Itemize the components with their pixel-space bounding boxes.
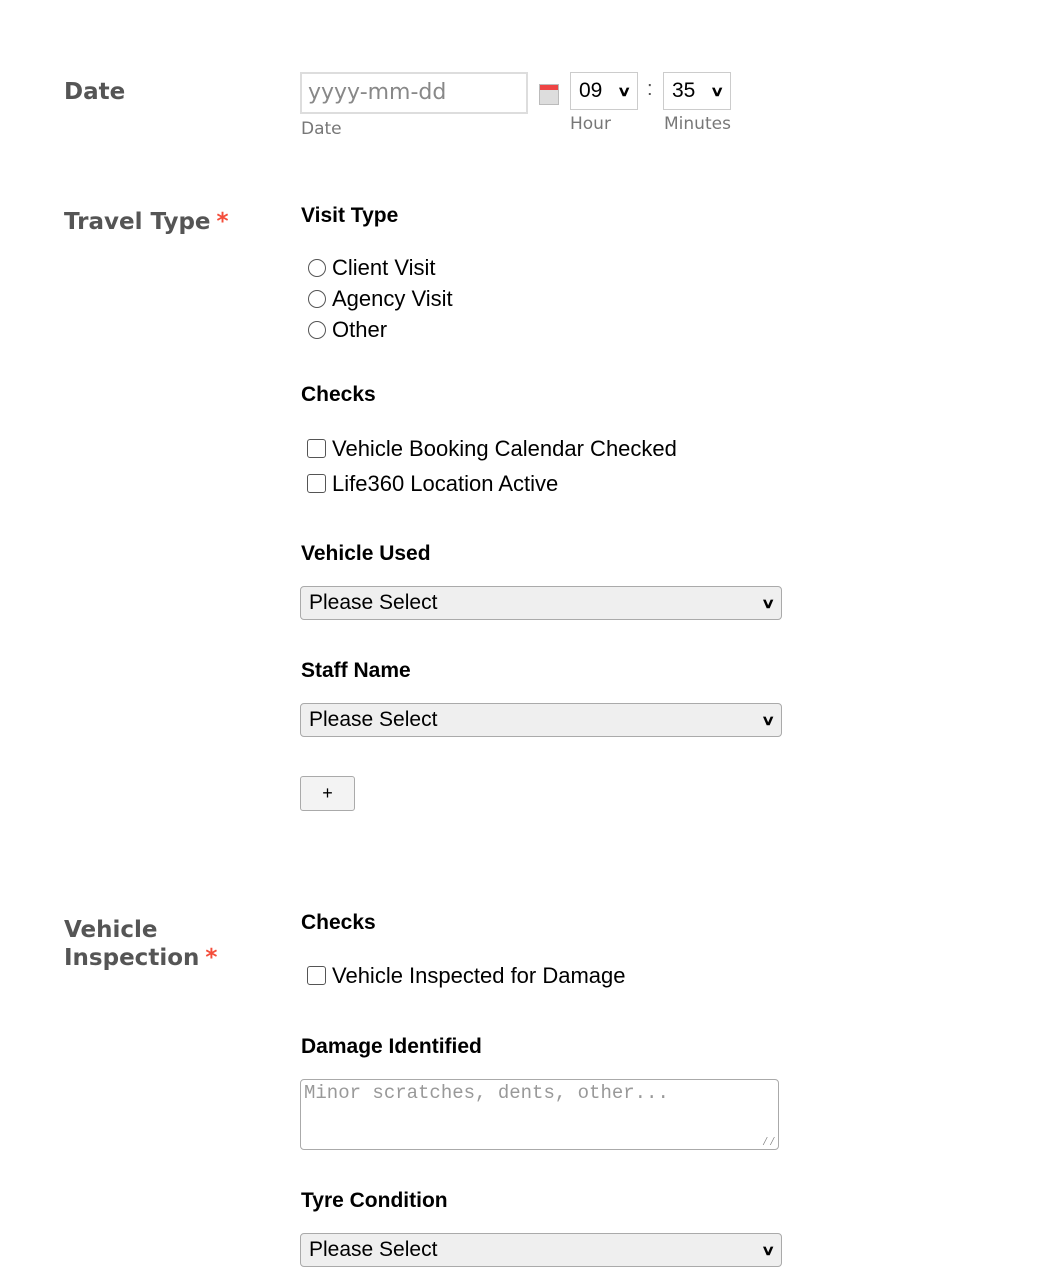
damage-textarea[interactable] (300, 1079, 779, 1150)
minute-select[interactable] (663, 72, 731, 110)
select-value: Please Select (309, 708, 438, 731)
damage-heading: Damage Identified (301, 1035, 482, 1058)
select-value: Please Select (309, 1238, 438, 1261)
label-line: Vehicle (64, 917, 158, 943)
minute-value: 35 (672, 79, 696, 102)
option-label: Agency Visit (332, 285, 453, 311)
required-marker: * (205, 945, 218, 971)
chevron-down-icon: ∨ (616, 82, 632, 99)
checkbox-icon[interactable] (307, 474, 326, 493)
staff-name-heading: Staff Name (301, 659, 411, 682)
option-label: Life360 Location Active (332, 470, 559, 496)
radio-agency-visit[interactable] (308, 283, 453, 314)
option-label: Vehicle Booking Calendar Checked (332, 435, 677, 461)
hour-label: Hour (570, 114, 611, 134)
travel-type-text: Travel Type (64, 209, 211, 235)
radio-icon[interactable] (308, 259, 326, 277)
textarea-placeholder: Minor scratches, dents, other... (304, 1082, 669, 1104)
checkbox-inspected-damage[interactable] (307, 958, 626, 993)
date-placeholder: yyyy-mm-dd (308, 80, 447, 105)
vehicle-used-heading: Vehicle Used (301, 542, 431, 565)
checkbox-life360[interactable] (307, 466, 677, 501)
staff-name-select[interactable] (300, 703, 782, 737)
tyre-condition-heading: Tyre Condition (301, 1189, 448, 1212)
chevron-down-icon: ∨ (760, 711, 776, 728)
minutes-label: Minutes (664, 114, 731, 134)
hour-select[interactable] (570, 72, 638, 110)
chevron-down-icon: ∨ (760, 594, 776, 611)
option-label: Client Visit (332, 254, 436, 280)
option-label: Vehicle Inspected for Damage (332, 962, 626, 988)
travel-type-label (64, 208, 229, 236)
hour-value: 09 (579, 79, 603, 102)
chevron-down-icon: ∨ (709, 82, 725, 99)
date-input[interactable] (300, 72, 528, 114)
radio-icon[interactable] (308, 321, 326, 339)
required-marker: * (216, 209, 229, 235)
radio-icon[interactable] (308, 290, 326, 308)
vehicle-inspection-label (64, 916, 217, 972)
checkbox-icon[interactable] (307, 439, 326, 458)
visit-type-heading: Visit Type (301, 204, 399, 227)
tyre-condition-select[interactable] (300, 1233, 782, 1267)
radio-client-visit[interactable] (308, 252, 453, 283)
resize-handle-icon[interactable]: ⁄⁄ (761, 1135, 776, 1149)
calendar-icon[interactable] (539, 84, 559, 105)
date-sublabel: Date (301, 119, 342, 139)
select-value: Please Select (309, 591, 438, 614)
chevron-down-icon: ∨ (760, 1241, 776, 1258)
inspection-checks-heading: Checks (301, 911, 376, 934)
option-label: Other (332, 316, 388, 342)
date-label: Date (64, 79, 126, 105)
checkbox-icon[interactable] (307, 966, 326, 985)
radio-other[interactable] (308, 314, 453, 345)
time-separator: : (647, 78, 653, 100)
add-button[interactable]: + (300, 776, 355, 811)
label-line: Inspection (64, 945, 200, 971)
checkbox-booking-calendar[interactable] (307, 431, 677, 466)
vehicle-used-select[interactable] (300, 586, 782, 620)
checks-heading: Checks (301, 383, 376, 406)
